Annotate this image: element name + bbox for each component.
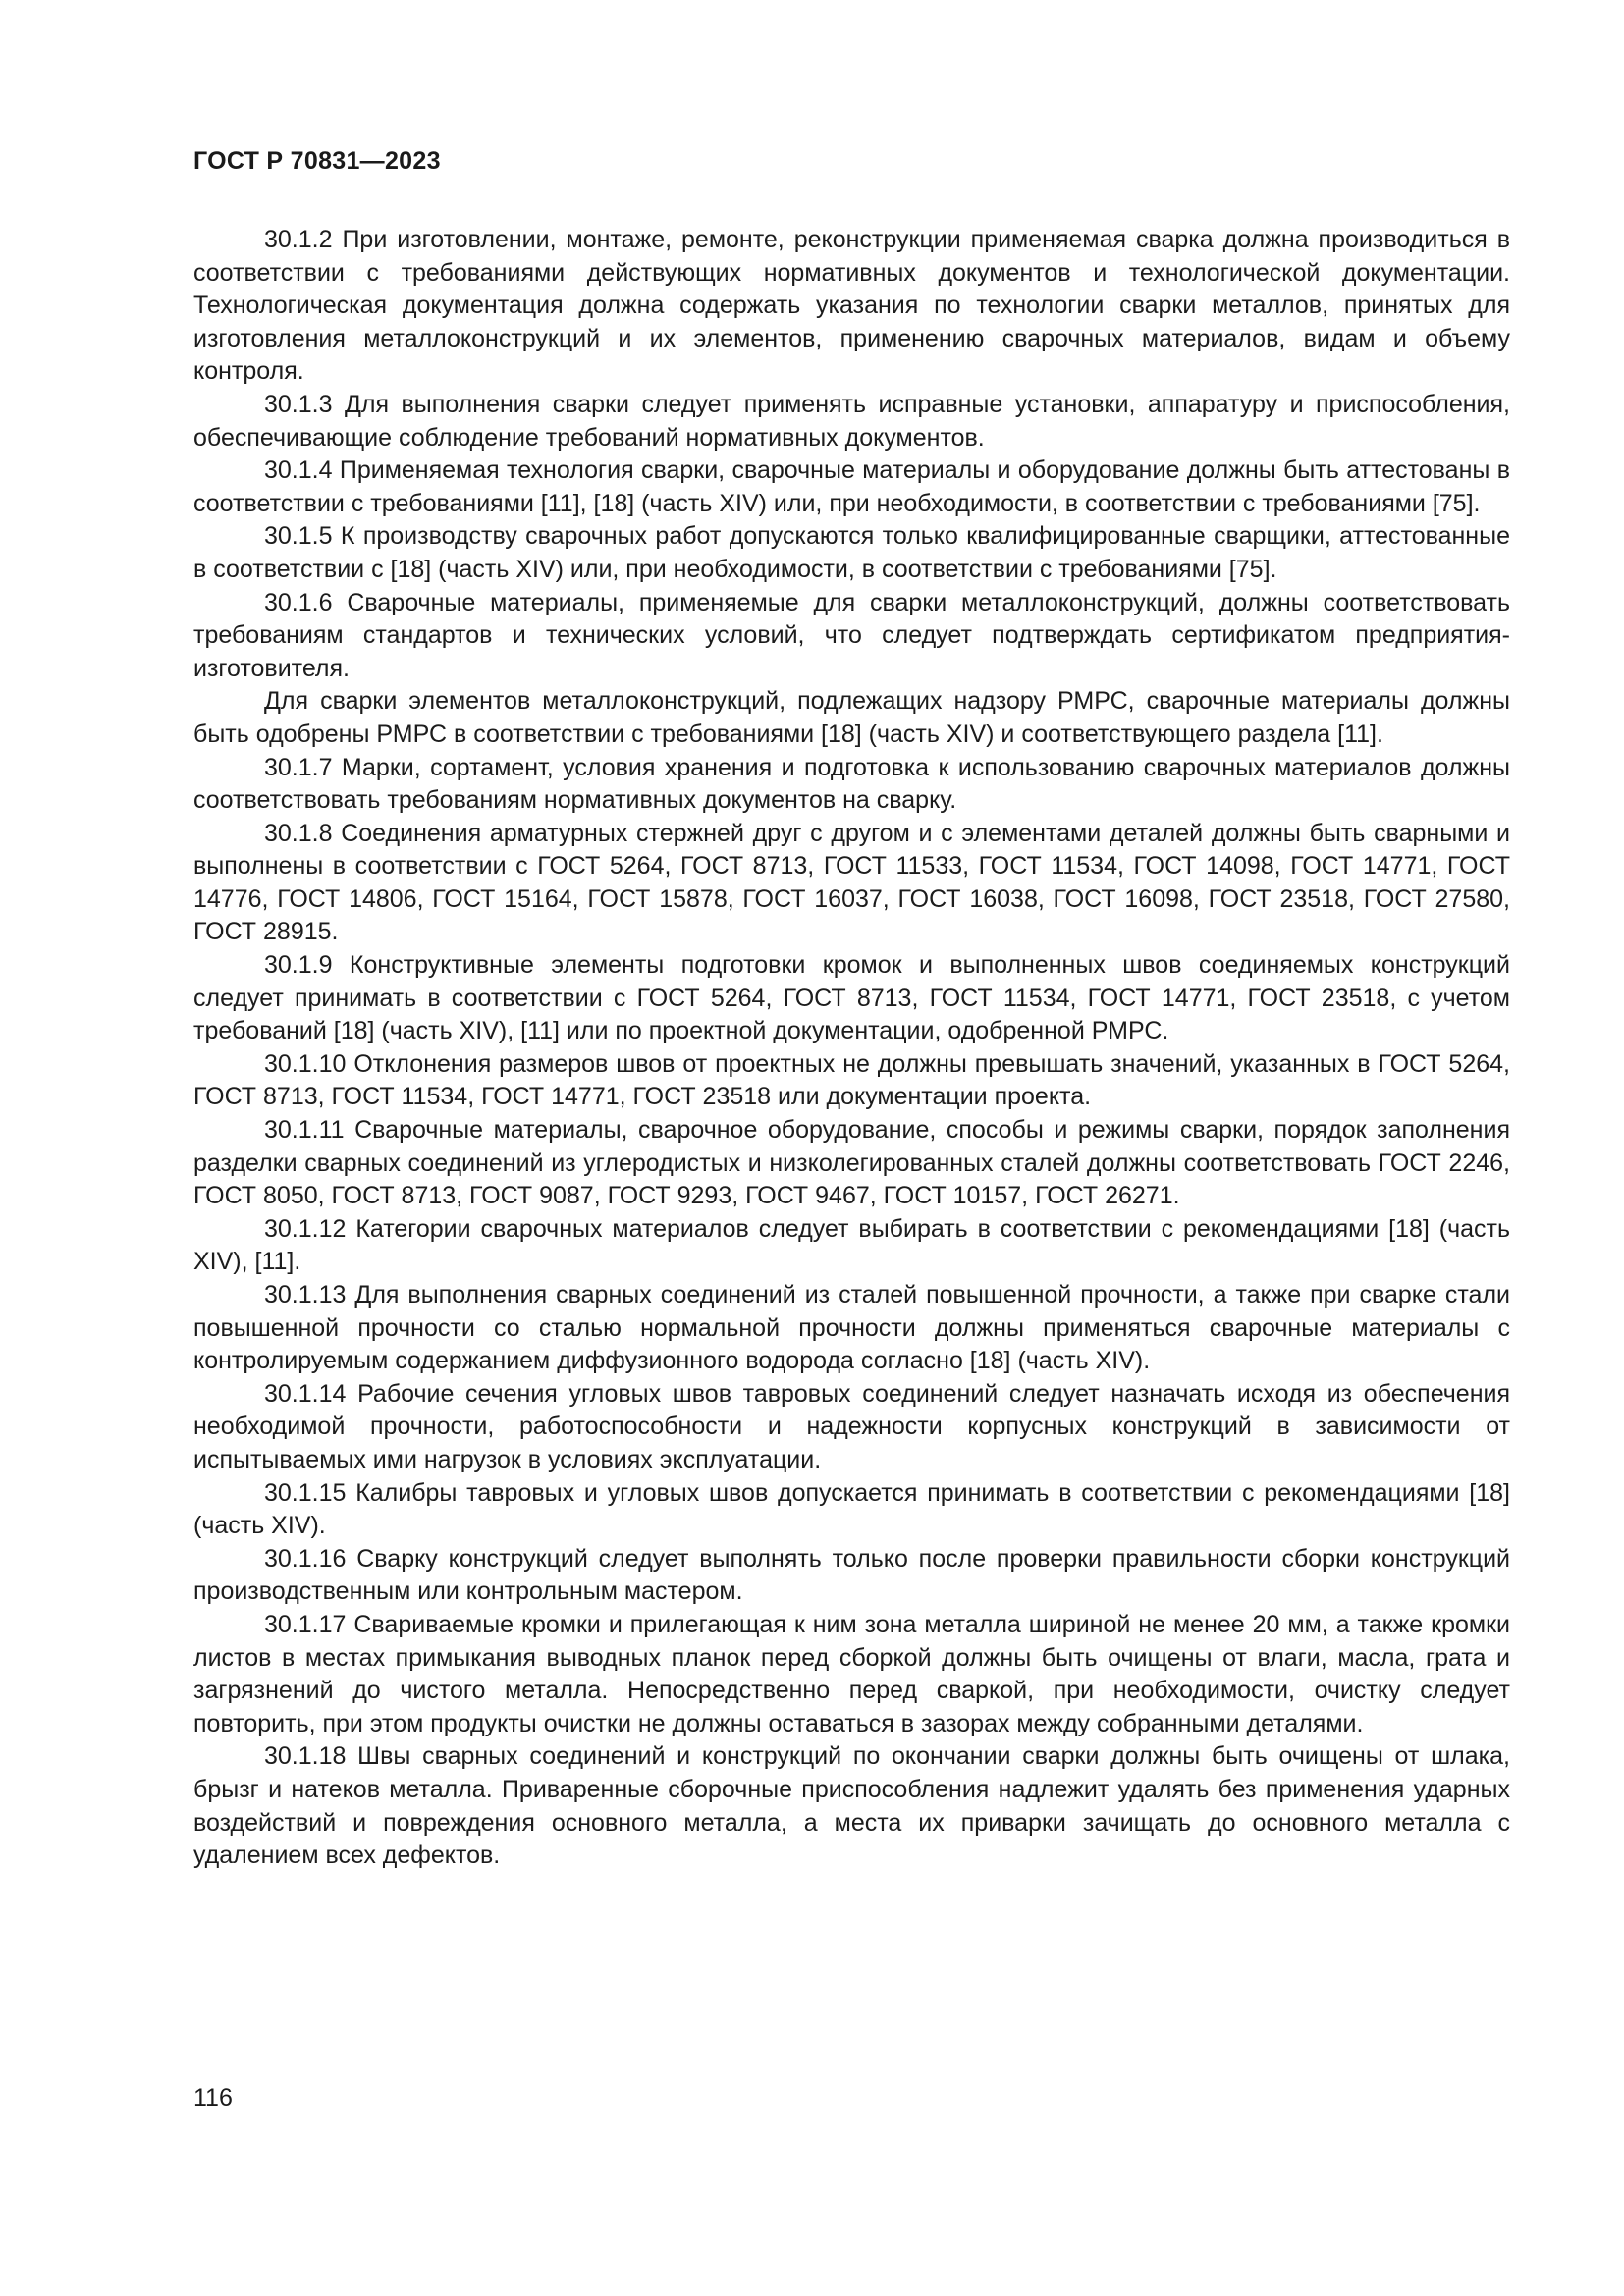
page-number: 116 (193, 2084, 233, 2111)
paragraph-30-1-3: 30.1.3 Для выполнения сварки следует применять исправные установки, аппаратуру и приспособления, обеспечивающие соблюдение требований нормативных документов. (193, 390, 1510, 452)
paragraph-30-1-5: 30.1.5 К производству сварочных работ допускаются только квалифицированные сварщики, аттестованные в соответствии с [18] (часть XIV) или, при необходимости, в соответствии с требованиями [75]. (193, 522, 1510, 583)
paragraph-30-1-8: 30.1.8 Соединения арматурных стержней друг с другом и с элементами деталей должны быть сварными и выполнены в соответствии с ГОСТ 5264, ГОСТ 8713, ГОСТ 11533, ГОСТ 11534, ГОСТ 14098, ГОСТ 14771, ГОСТ 14776, ГОСТ 14806, ГОСТ 15164, ГОСТ 15878, ГОСТ 16037, ГОСТ 16038, ГОСТ 16098, ГОСТ 23518, ГОСТ 27580, ГОСТ 28915. (193, 819, 1510, 946)
paragraph-30-1-17: 30.1.17 Свариваемые кромки и прилегающая к ним зона металла шириной не менее 20 мм, а также кромки листов в местах примыкания выводных планок перед сборкой должны быть очищены от влаги, масла, грата и загрязнений до чистого металла. Непосредственно перед сваркой, при необходимости, очистку следует повторить, при этом продукты очистки не должны оставаться в зазорах между собранными деталями. (193, 1610, 1510, 1737)
paragraph-30-1-6-continued: Для сварки элементов металлоконструкций, подлежащих надзору РМРС, сварочные материалы должны быть одобрены РМРС в соответствии с требованиями [18] (часть XIV) и соответствующего раздела [11]. (193, 687, 1510, 748)
document-header: ГОСТ Р 70831—2023 (193, 147, 441, 175)
paragraph-30-1-12: 30.1.12 Категории сварочных материалов следует выбирать в соответствии с рекомендациями [18] (часть XIV), [11]. (193, 1214, 1510, 1276)
paragraph-30-1-9: 30.1.9 Конструктивные элементы подготовки кромок и выполненных швов соединяемых конструкций следует принимать в соответствии с ГОСТ 5264, ГОСТ 8713, ГОСТ 11534, ГОСТ 14771, ГОСТ 23518, с учетом требований [18] (часть XIV), [11] или по проектной документации, одобренной РМРС. (193, 951, 1510, 1045)
paragraph-30-1-7: 30.1.7 Марки, сортамент, условия хранения и подготовка к использованию сварочных материалов должны соответствовать требованиям нормативных документов на сварку. (193, 753, 1510, 815)
paragraph-30-1-10: 30.1.10 Отклонения размеров швов от проектных не должны превышать значений, указанных в ГОСТ 5264, ГОСТ 8713, ГОСТ 11534, ГОСТ 14771, ГОСТ 23518 или документации проекта. (193, 1049, 1510, 1111)
paragraph-30-1-16: 30.1.16 Сварку конструкций следует выполнять только после проверки правильности сборки конструкций производственным или контрольным мастером. (193, 1544, 1510, 1606)
paragraph-30-1-14: 30.1.14 Рабочие сечения угловых швов тавровых соединений следует назначать исходя из обеспечения необходимой прочности, работоспособности и надежности корпусных конструкций в зависимости от испытываемых ими нагрузок в условиях эксплуатации. (193, 1379, 1510, 1473)
paragraph-30-1-4: 30.1.4 Применяемая технология сварки, сварочные материалы и оборудование должны быть аттестованы в соответствии с требованиями [11], [18] (часть XIV) или, при необходимости, в соответствии с требованиями [75]. (193, 456, 1510, 517)
paragraph-30-1-18: 30.1.18 Швы сварных соединений и конструкций по окончании сварки должны быть очищены от шлака, брызг и натеков металла. Приваренные сборочные приспособления надлежит удалять без применения ударных воздействий и повреждения основного металла, а места их приварки зачищать до основного металла с удалением всех дефектов. (193, 1742, 1510, 1870)
paragraph-30-1-6: 30.1.6 Сварочные материалы, применяемые для сварки металлоконструкций, должны соответствовать требованиям стандартов и технических условий, что следует подтверждать сертификатом предприятия-изготовителя. (193, 588, 1510, 682)
paragraph-30-1-11: 30.1.11 Сварочные материалы, сварочное оборудование, способы и режимы сварки, порядок заполнения разделки сварных соединений из углеродистых и низколегированных сталей должны соответствовать ГОСТ 2246, ГОСТ 8050, ГОСТ 8713, ГОСТ 9087, ГОСТ 9293, ГОСТ 9467, ГОСТ 10157, ГОСТ 26271. (193, 1116, 1510, 1210)
paragraph-30-1-2: 30.1.2 При изготовлении, монтаже, ремонте, реконструкции применяемая сварка должна производиться в соответствии с требованиями действующих нормативных документов и технологической документации. Технологическая документация должна содержать указания по технологии сварки металлов, принятых для изготовления металлоконструкций и их элементов, применению сварочных материалов, видам и объему контроля. (193, 226, 1510, 386)
paragraph-30-1-13: 30.1.13 Для выполнения сварных соединений из сталей повышенной прочности, а также при сварке стали повышенной прочности со сталью нормальной прочности должны применяться сварочные материалы с контролируемым содержанием диффузионного водорода согласно [18] (часть XIV). (193, 1281, 1510, 1375)
paragraph-30-1-15: 30.1.15 Калибры тавровых и угловых швов допускается принимать в соответствии с рекомендациями [18] (часть XIV). (193, 1478, 1510, 1540)
document-body (193, 224, 1510, 1873)
